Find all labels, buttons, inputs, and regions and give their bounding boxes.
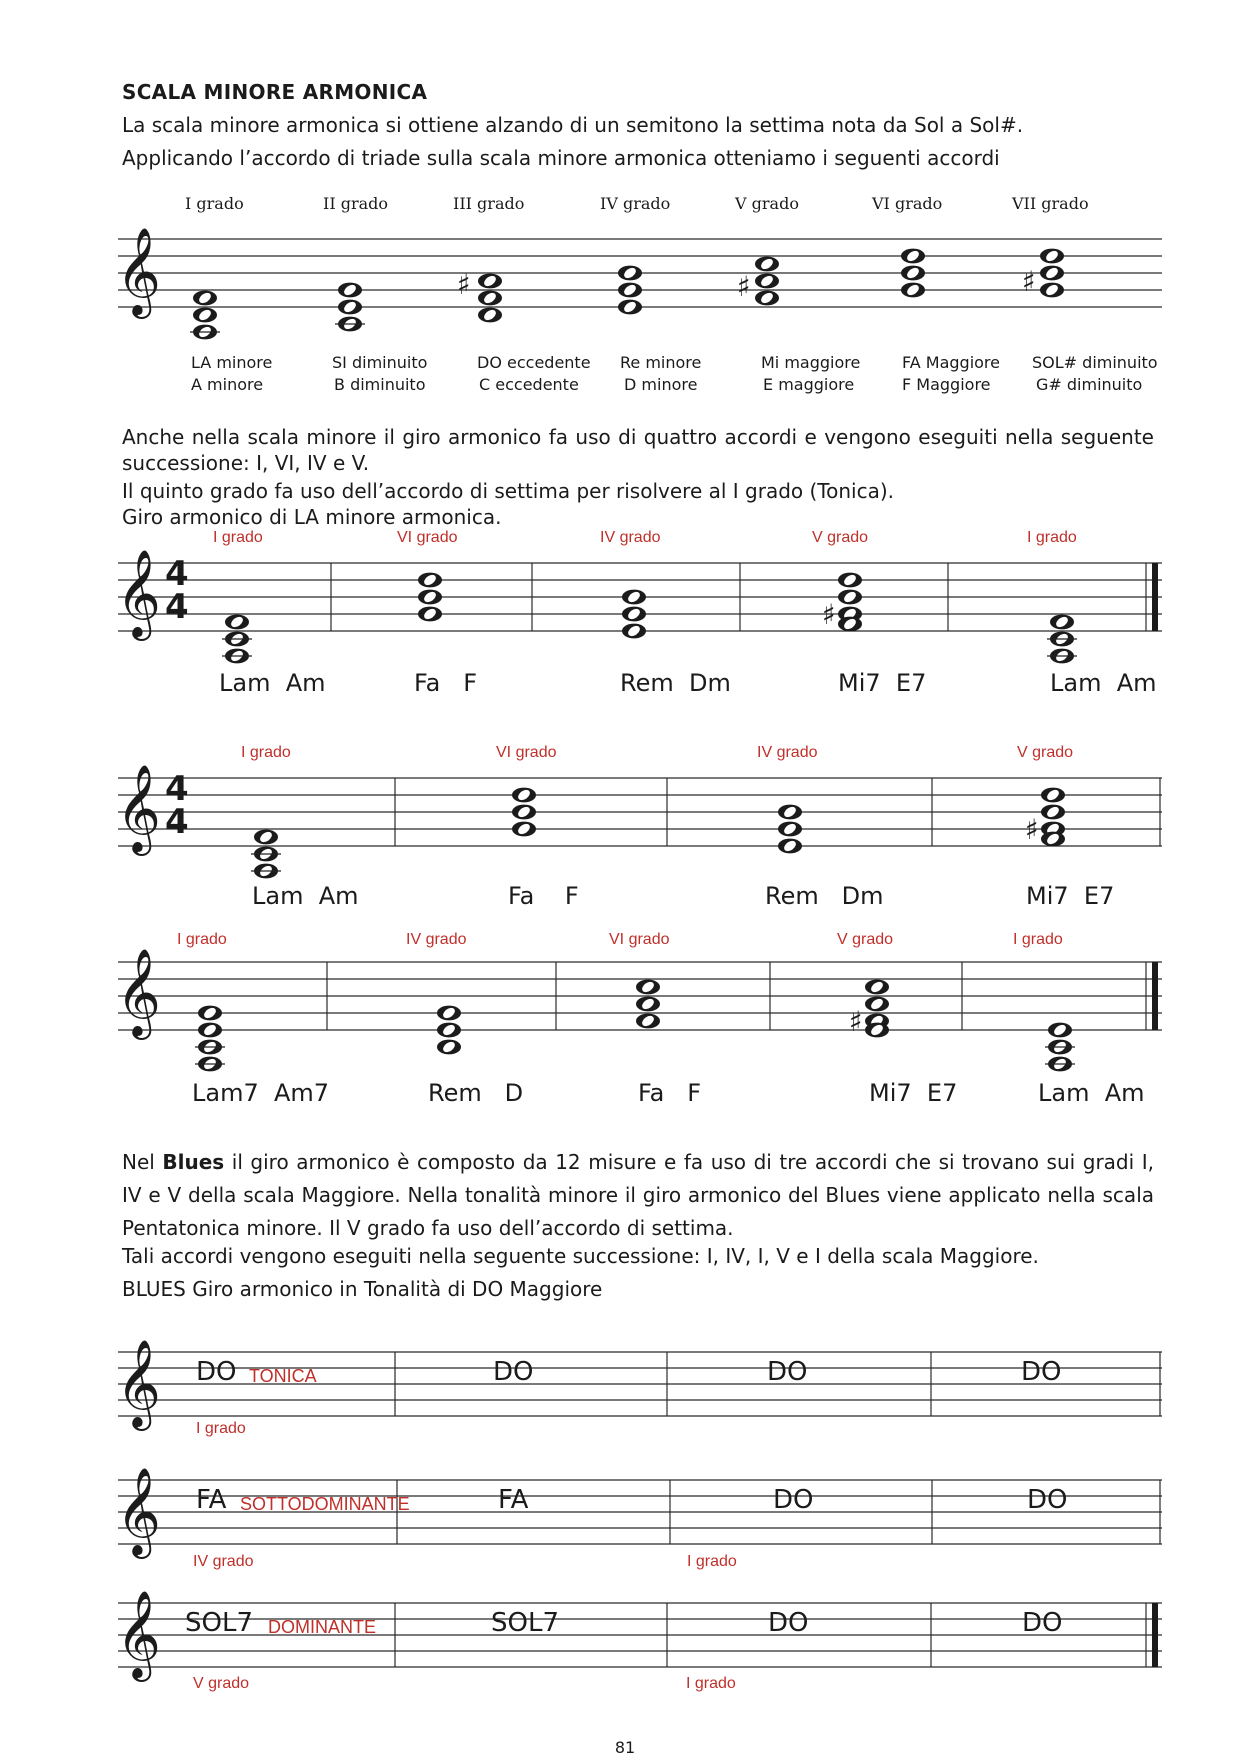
degree-label: VI grado (872, 194, 943, 213)
degree-label: V grado (193, 1675, 250, 1692)
degree-label: V grado (735, 194, 799, 213)
time-signature-bottom: 4 (165, 802, 189, 842)
sharp-icon: ♯ (849, 1005, 863, 1038)
degree-label: VI grado (397, 529, 458, 546)
blues-chord: DO (768, 1608, 809, 1638)
blues-paragraph: Nel Blues il giro armonico è composto da 12 misure e fa uso di tre accordi che si trovano sui gradi I, IV e V della scala Maggiore. Nella tonalità minore il giro armonico del Blues viene applicato nella scala Pentatonica minore. Il V grado fa uso dell’accordo di settima. (122, 1150, 1154, 1240)
sharp-icon: ♯ (1022, 265, 1036, 298)
degree-label: I grado (185, 194, 244, 213)
degree-label: V grado (812, 529, 869, 546)
degree-label: II grado (323, 194, 389, 213)
treble-clef-icon: 𝄞 (116, 226, 161, 315)
chord-symbol: Mi7 E7 (869, 1079, 958, 1107)
degree-label: I grado (241, 744, 291, 761)
chord-name-en: G# diminuito (1036, 375, 1143, 394)
blues-chord: DO (1027, 1485, 1068, 1515)
explanation-line: Giro armonico di LA minore armonica. (122, 505, 502, 529)
chord-name-it: LA minore (191, 353, 273, 372)
chord-symbol: Fa F (508, 882, 579, 910)
degree-label: I grado (686, 1675, 736, 1692)
blues-chord: DO (767, 1357, 808, 1387)
chord-symbol: Lam Am (1038, 1079, 1145, 1107)
degree-label: VI grado (496, 744, 557, 761)
degree-label: IV grado (600, 194, 671, 213)
blues-bold: Blues (162, 1150, 225, 1174)
blues-chord: DO (773, 1485, 814, 1515)
treble-clef-icon: 𝄞 (116, 763, 161, 852)
degree-label: I grado (213, 529, 263, 546)
time-signature-top: 4 (165, 769, 189, 809)
chord-name-en: E maggiore (763, 375, 855, 394)
treble-clef-icon: 𝄞 (116, 1466, 161, 1555)
degree-label: IV grado (757, 744, 818, 761)
chord-name-it: FA Maggiore (902, 353, 1000, 372)
blues-succession: Tali accordi vengono eseguiti nella seguente successione: I, IV, I, V e I della scala Maggiore. (122, 1244, 1039, 1268)
chord-name-en: D minore (624, 375, 698, 394)
chord-symbol: Lam Am (252, 882, 359, 910)
chord-symbol: Mi7 E7 (1026, 882, 1115, 910)
page-number: 81 (614, 1738, 636, 1757)
degree-label: I grado (1027, 529, 1077, 546)
degree-label: IV grado (406, 931, 467, 948)
chord-symbol: Rem D (428, 1079, 524, 1107)
chord-symbol: Lam Am (219, 669, 326, 697)
function-label: TONICA (249, 1366, 317, 1386)
chord-symbol: Rem Dm (765, 882, 884, 910)
blues-chord: DO (493, 1357, 534, 1387)
sharp-icon: ♯ (1025, 813, 1039, 846)
chord-symbol: Fa F (638, 1079, 701, 1107)
explanation-line: Il quinto grado fa uso dell’accordo di settima per risolvere al I grado (Tonica). (122, 479, 894, 503)
chord-name-en: A minore (191, 375, 264, 394)
blues-chord: FA (498, 1485, 529, 1515)
degree-label: I grado (196, 1420, 246, 1437)
chord-symbol: Mi7 E7 (838, 669, 927, 697)
degree-label: I grado (1013, 931, 1063, 948)
chord-name-it: Mi maggiore (761, 353, 861, 372)
function-label: DOMINANTE (268, 1617, 376, 1637)
degree-label: IV grado (193, 1553, 254, 1570)
sharp-icon: ♯ (822, 598, 836, 631)
chord-name-en: C eccedente (479, 375, 579, 394)
degree-label: III grado (453, 194, 525, 213)
blues-chord: DO (196, 1357, 237, 1387)
chord-symbol: Lam7 Am7 (192, 1079, 330, 1107)
degree-label: I grado (177, 931, 227, 948)
degree-label: VI grado (609, 931, 670, 948)
degree-label: VII grado (1012, 194, 1089, 213)
treble-clef-icon: 𝄞 (116, 1338, 161, 1427)
degree-label: V grado (837, 931, 894, 948)
treble-clef-icon: 𝄞 (116, 1589, 161, 1678)
blues-title: BLUES Giro armonico in Tonalità di DO Maggiore (122, 1277, 603, 1301)
function-label: SOTTODOMINANTE (240, 1494, 410, 1514)
chord-symbol: Lam Am (1050, 669, 1157, 697)
blues-chord: FA (196, 1485, 227, 1515)
blues-chord: SOL7 (491, 1608, 559, 1638)
blues-chord: DO (1022, 1608, 1063, 1638)
explanation-paragraph: Anche nella scala minore il giro armonico fa uso di quattro accordi e vengono eseguiti nella seguente successione: I, VI, IV e V. (122, 425, 1154, 475)
blues-chord: SOL7 (185, 1608, 253, 1638)
intro-line-2: Applicando l’accordo di triade sulla scala minore armonica otteniamo i seguenti accordi (122, 146, 1000, 170)
page-title: SCALA MINORE ARMONICA (122, 80, 428, 104)
chord-symbol: Rem Dm (620, 669, 731, 697)
chord-name-en: B diminuito (334, 375, 426, 394)
chord-name-it: DO eccedente (477, 353, 591, 372)
time-signature-bottom: 4 (165, 587, 189, 627)
chord-name-it: SOL# diminuito (1032, 353, 1158, 372)
treble-clef-icon: 𝄞 (116, 548, 161, 637)
degree-label: IV grado (600, 529, 661, 546)
intro-line-1: La scala minore armonica si ottiene alzando di un semitono la settima nota da Sol a Sol#. (122, 113, 1024, 137)
time-signature-top: 4 (165, 554, 189, 594)
chord-name-it: SI diminuito (332, 353, 428, 372)
treble-clef-icon: 𝄞 (116, 947, 161, 1036)
chord-symbol: Fa F (414, 669, 477, 697)
degree-label: V grado (1017, 744, 1074, 761)
degree-label: I grado (687, 1553, 737, 1570)
blues-chord: DO (1021, 1357, 1062, 1387)
chord-name-it: Re minore (620, 353, 702, 372)
sharp-icon: ♯ (737, 270, 751, 303)
sharp-icon: ♯ (457, 268, 471, 301)
chord-name-en: F Maggiore (902, 375, 991, 394)
